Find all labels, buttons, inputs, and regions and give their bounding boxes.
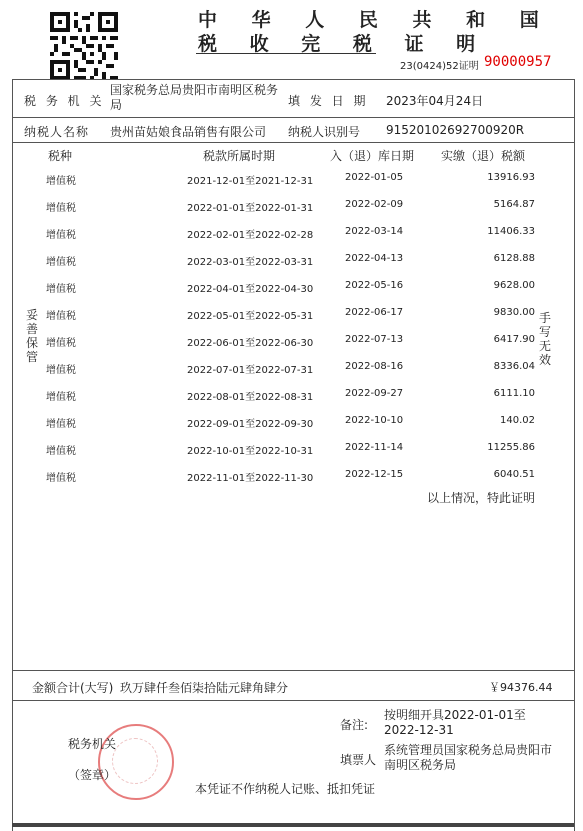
taxpayer-id-label: 纳税人识别号 — [288, 125, 361, 139]
side-note-keep — [25, 308, 39, 364]
table-row — [0, 172, 583, 194]
cell-date: 2022-06-17 — [345, 307, 404, 318]
cell-amount: 140.02 — [500, 415, 535, 426]
cell-date: 2022-07-13 — [345, 334, 404, 345]
title-underline — [196, 53, 376, 54]
cell-tax-type: 增值税 — [46, 284, 76, 295]
table-row — [0, 307, 583, 329]
cell-period: 2022-02-01至2022-02-28 — [187, 230, 314, 241]
table-row — [0, 442, 583, 464]
divider — [12, 79, 574, 80]
cell-amount: 6417.90 — [493, 334, 535, 345]
table-row — [0, 469, 583, 491]
cell-period: 2022-09-01至2022-09-30 — [187, 419, 314, 430]
divider — [12, 142, 574, 143]
cell-date: 2022-10-10 — [345, 415, 404, 426]
col-header-amount: 实缴（退）税额 — [441, 149, 526, 163]
issuer-value: 系统管理员国家税务总局贵阳市南明区税务局 — [384, 743, 553, 772]
cell-period: 2022-04-01至2022-04-30 — [187, 284, 314, 295]
cell-tax-type: 增值税 — [46, 203, 76, 214]
divider — [12, 670, 574, 671]
certify-text: 以上情况，特此证明 — [427, 491, 536, 505]
tax-office-seal-label: 税务机关 — [68, 737, 117, 751]
cell-tax-type: 增值税 — [46, 365, 76, 376]
cell-date: 2022-05-16 — [345, 280, 404, 291]
taxpayer-id-value: 91520102692700920R — [386, 123, 525, 137]
official-seal-inner — [112, 738, 158, 784]
total-amount: ￥94376.44 — [489, 681, 553, 694]
cell-amount: 13916.93 — [487, 172, 535, 183]
cell-amount: 5164.87 — [493, 199, 535, 210]
cell-tax-type: 增值税 — [46, 419, 76, 430]
cell-tax-type: 增值税 — [46, 473, 76, 484]
seal-label: （签章） — [68, 768, 117, 782]
cell-amount: 9628.00 — [493, 280, 535, 291]
cell-period: 2022-07-01至2022-07-31 — [187, 365, 314, 376]
cell-tax-type: 增值税 — [46, 176, 76, 187]
total-label: 金额合计(大写) — [32, 681, 114, 695]
divider — [12, 700, 574, 701]
cell-tax-type: 增值税 — [46, 446, 76, 457]
cell-amount: 6040.51 — [493, 469, 535, 480]
title-line2: 税 收 完 税 证 明 — [198, 33, 489, 55]
cell-period: 2022-06-01至2022-06-30 — [187, 338, 314, 349]
bottom-edge — [12, 823, 574, 827]
side-char: 善 — [25, 322, 38, 336]
side-char: 无 — [538, 339, 551, 353]
cell-period: 2022-08-01至2022-08-31 — [187, 392, 314, 403]
taxpayer-name-value: 贵州苗姑娘食品销售有限公司 — [110, 125, 267, 139]
col-header-tax-type: 税种 — [48, 149, 73, 163]
issue-date-value: 2023年04月24日 — [386, 94, 484, 108]
side-note-handwritten-invalid — [538, 311, 552, 367]
cell-period: 2022-01-01至2022-01-31 — [187, 203, 314, 214]
cell-date: 2022-09-27 — [345, 388, 404, 399]
table-row — [0, 361, 583, 383]
cell-tax-type: 增值税 — [46, 338, 76, 349]
cell-amount: 9830.00 — [493, 307, 535, 318]
side-char: 手 — [538, 311, 551, 325]
cell-period: 2021-12-01至2021-12-31 — [187, 176, 314, 187]
table-row — [0, 253, 583, 275]
footer-note: 本凭证不作纳税人记账、抵扣凭证 — [195, 782, 376, 796]
table-row — [0, 199, 583, 221]
remark-value: 按明细开具2022-01-01至2022-12-31 — [384, 708, 526, 737]
cell-amount: 6128.88 — [493, 253, 535, 264]
cell-date: 2022-02-09 — [345, 199, 404, 210]
cell-tax-type: 增值税 — [46, 257, 76, 268]
cell-amount: 11406.33 — [487, 226, 535, 237]
cell-period: 2022-10-01至2022-10-31 — [187, 446, 314, 457]
cell-date: 2022-01-05 — [345, 172, 404, 183]
col-header-period: 税款所属时期 — [203, 149, 276, 163]
side-char: 写 — [538, 325, 551, 339]
cell-date: 2022-12-15 — [345, 469, 404, 480]
table-row — [0, 280, 583, 302]
divider — [12, 117, 574, 118]
side-char: 保 — [25, 336, 38, 350]
taxpayer-name-label: 纳税人名称 — [24, 125, 90, 139]
table-row — [0, 415, 583, 437]
tax-office-value: 国家税务总局贵阳市南明区税务局 — [110, 83, 279, 112]
cell-date: 2022-11-14 — [345, 442, 404, 453]
serial-number: 90000957 — [484, 54, 552, 70]
side-char: 妥 — [25, 308, 38, 322]
cell-date: 2022-08-16 — [345, 361, 404, 372]
table-row — [0, 334, 583, 356]
cell-tax-type: 增值税 — [46, 392, 76, 403]
cell-amount: 6111.10 — [493, 388, 535, 399]
serial-prefix: 23(0424)52证明 — [400, 61, 479, 72]
cell-amount: 8336.04 — [493, 361, 535, 372]
side-char: 效 — [538, 353, 551, 367]
col-header-date: 入（退）库日期 — [330, 149, 415, 163]
cell-amount: 11255.86 — [487, 442, 535, 453]
cell-period: 2022-05-01至2022-05-31 — [187, 311, 314, 322]
table-row — [0, 388, 583, 410]
title-line1: 中 华 人 民 共 和 国 — [198, 9, 553, 31]
issue-date-label: 填 发 日 期 — [288, 94, 369, 108]
remark-label: 备注: — [340, 718, 369, 732]
qr-code — [50, 12, 118, 80]
cell-tax-type: 增值税 — [46, 230, 76, 241]
cell-period: 2022-03-01至2022-03-31 — [187, 257, 314, 268]
tax-office-label: 税 务 机 关 — [24, 94, 105, 108]
cell-date: 2022-04-13 — [345, 253, 404, 264]
total-chinese: 玖万肆仟叁佰柒拾陆元肆角肆分 — [120, 681, 289, 695]
issuer-label: 填票人 — [340, 753, 377, 767]
cell-period: 2022-11-01至2022-11-30 — [187, 473, 314, 484]
cell-date: 2022-03-14 — [345, 226, 404, 237]
table-row — [0, 226, 583, 248]
side-char: 管 — [25, 350, 38, 364]
cell-tax-type: 增值税 — [46, 311, 76, 322]
